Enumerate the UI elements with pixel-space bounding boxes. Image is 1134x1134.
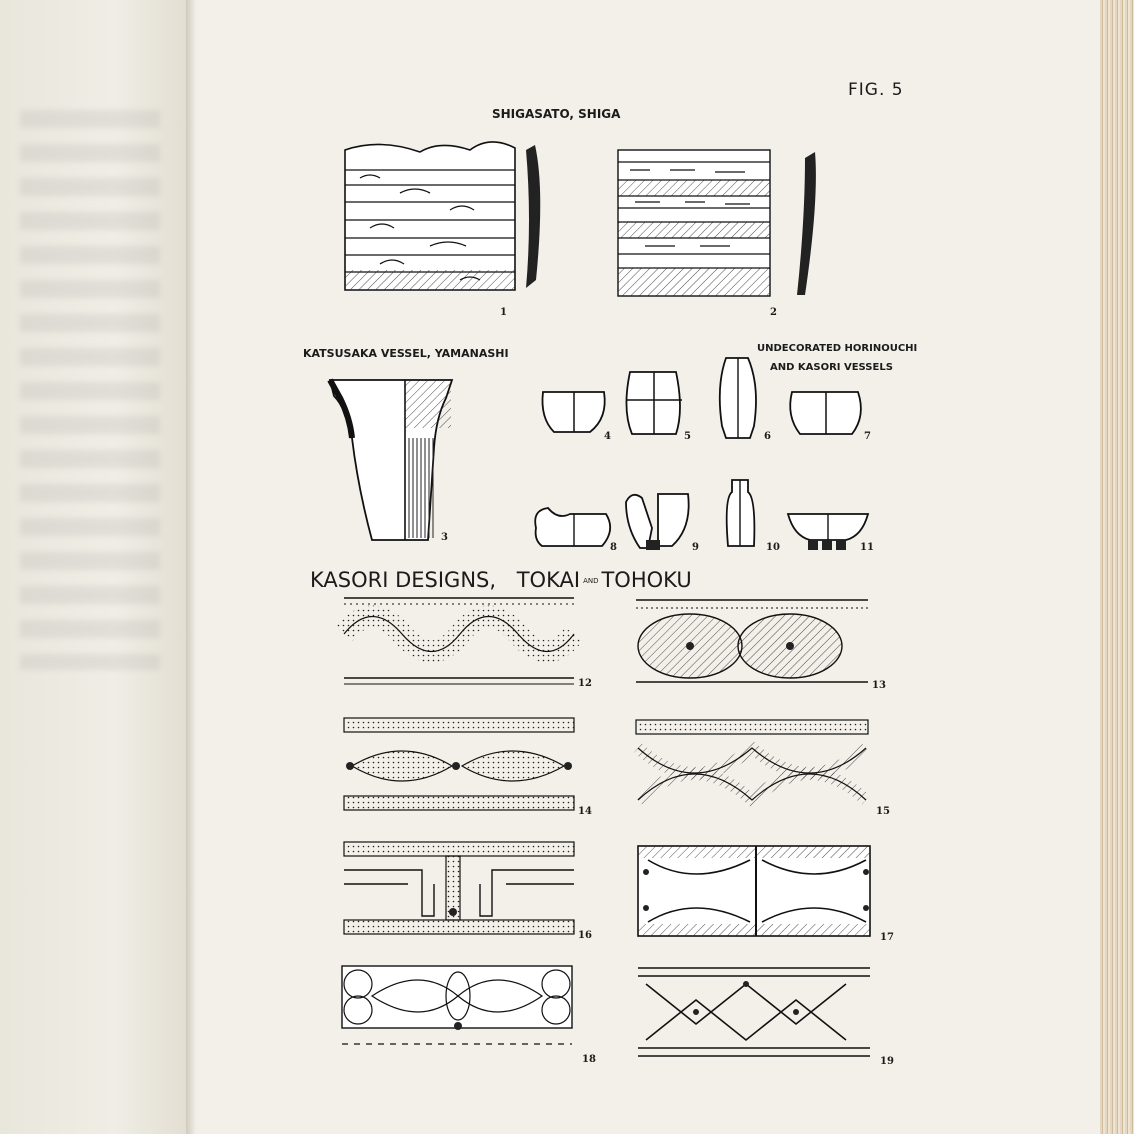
- fig-num-12: 12: [578, 678, 592, 689]
- fig-num-6: 6: [764, 431, 771, 442]
- fig-num-18: 18: [582, 1054, 596, 1065]
- figure-10-bottle: [722, 478, 758, 552]
- figure-11-footed-bowl: [786, 512, 870, 552]
- figure-15-interlace-band: [634, 718, 870, 818]
- fig-num-14: 14: [578, 806, 592, 817]
- fig-num-8: 8: [610, 542, 617, 553]
- figure-5-jar: [622, 370, 684, 442]
- fig-num-16: 16: [578, 930, 592, 941]
- left-page: [0, 0, 192, 1134]
- fig-num-15: 15: [876, 806, 890, 817]
- kasori-title: KASORI DESIGNS,: [310, 568, 497, 592]
- section-title-undecorated-2: AND KASORI VESSELS: [770, 362, 893, 373]
- figure-19-lattice-band: [636, 964, 872, 1060]
- figure-17-panel-band: [634, 842, 874, 940]
- fig-num-2: 2: [770, 307, 777, 318]
- figure-12-wave-band: [342, 594, 578, 690]
- kasori-and: AND: [583, 577, 599, 585]
- fig-num-13: 13: [872, 680, 886, 691]
- fig-num-10: 10: [766, 542, 780, 553]
- figure-13-lens-band: [634, 596, 870, 690]
- fig-num-9: 9: [692, 542, 699, 553]
- kasori-region-b: TOHOKU: [601, 568, 692, 592]
- fig-num-5: 5: [684, 431, 691, 442]
- figure-18-ovals-band: [340, 964, 576, 1056]
- fig-num-4: 4: [604, 431, 611, 442]
- fig-num-17: 17: [880, 932, 894, 943]
- figure-4-bowl: [538, 388, 608, 440]
- figure-7-bowl: [786, 388, 864, 440]
- figure-6-vase: [716, 356, 760, 442]
- figure-2-sherd: [615, 150, 825, 300]
- section-title-undecorated-1: UNDECORATED HORINOUCHI: [757, 343, 918, 354]
- fig-num-3: 3: [441, 532, 448, 543]
- fig-num-7: 7: [864, 431, 871, 442]
- figure-1-sherd: [340, 130, 550, 300]
- figure-9-vessel: [622, 488, 694, 552]
- figure-8-spouted-vessel: [530, 500, 616, 552]
- kasori-heading: [310, 568, 692, 592]
- figure-16-meander-band: [342, 840, 578, 936]
- fig-num-11: 11: [860, 542, 874, 553]
- fig-num-1: 1: [500, 307, 507, 318]
- section-title-katsusaka: KATSUSAKA VESSEL, YAMANASHI: [303, 347, 509, 360]
- figure-label: FIG. 5: [848, 80, 904, 100]
- figure-14-leaf-band: [342, 716, 578, 816]
- section-title-shigasato: SHIGASATO, SHIGA: [492, 107, 621, 121]
- page-edges: [1100, 0, 1134, 1134]
- bleed-through-text: [20, 110, 160, 670]
- figure-3-katsusaka-vessel: [328, 378, 458, 543]
- fig-num-19: 19: [880, 1056, 894, 1067]
- kasori-region-a: TOKAI: [516, 568, 581, 592]
